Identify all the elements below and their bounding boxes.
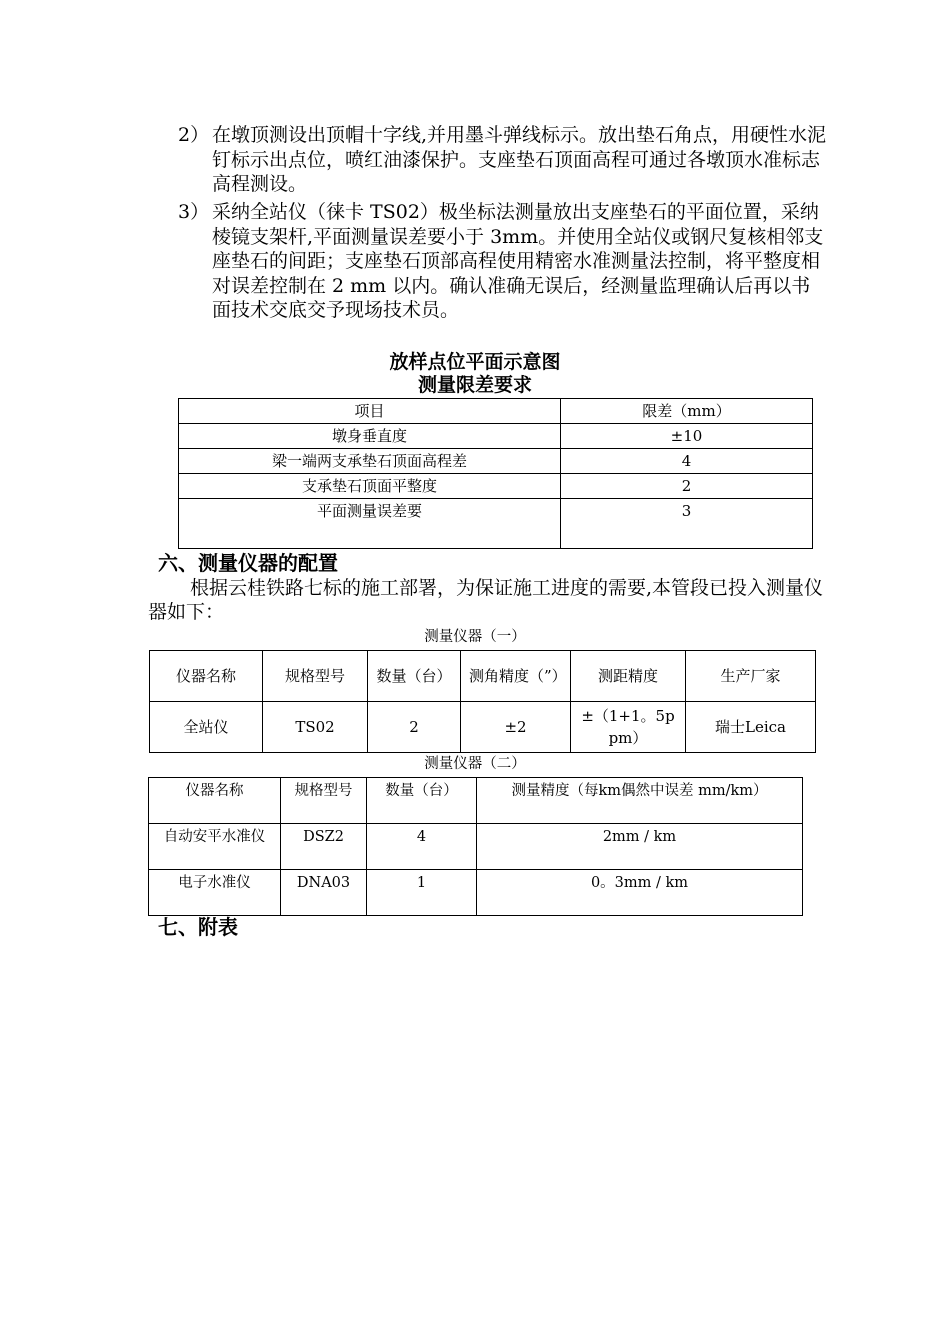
table-header-cell: 测角精度（”）	[461, 651, 571, 702]
table-cell: ±2	[461, 702, 571, 753]
table-header-cell: 仪器名称	[150, 651, 263, 702]
table-cell: ±（1+1。5ppm）	[571, 702, 686, 753]
table-cell: 支承垫石顶面平整度	[179, 474, 561, 499]
instruments-1-table	[149, 650, 816, 753]
table-cell: 电子水准仪	[149, 870, 281, 916]
table-row	[179, 449, 813, 474]
table-header-cell: 规格型号	[263, 651, 368, 702]
table-cell: 全站仪	[150, 702, 263, 753]
table-header-row	[150, 651, 816, 702]
table-header-cell: 数量（台）	[367, 778, 477, 824]
table-cell: 墩身垂直度	[179, 424, 561, 449]
table-cell: TS02	[263, 702, 368, 753]
table-cell: 4	[561, 449, 813, 474]
table-header-cell: 测量精度（每km偶然中误差 mm/km）	[477, 778, 803, 824]
table-row	[149, 824, 803, 870]
list-item-2	[178, 123, 828, 197]
table-header-cell: 项目	[179, 399, 561, 424]
table-header-row	[149, 778, 803, 824]
section-6-paragraph: 根据云桂铁路七标的施工部署，为保证施工进度的需要,本管段已投入测量仪器如下：	[148, 577, 824, 623]
table-cell: 2mm / km	[477, 824, 803, 870]
section-6-heading: 六、测量仪器的配置	[158, 551, 338, 575]
table-cell: ±10	[561, 424, 813, 449]
table-header-cell: 数量（台）	[368, 651, 461, 702]
table-cell: 平面测量误差要	[179, 499, 561, 549]
limits-table	[178, 398, 813, 549]
section-7-heading: 七、附表	[158, 915, 238, 939]
list-item-3	[178, 200, 828, 323]
table-cell: 3	[561, 499, 813, 549]
list-number: 3）	[178, 201, 210, 223]
table-cell: 4	[367, 824, 477, 870]
table-cell: DSZ2	[281, 824, 367, 870]
table-cell: 自动安平水准仪	[149, 824, 281, 870]
table-cell: 2	[368, 702, 461, 753]
table-header-cell: 限差（mm）	[561, 399, 813, 424]
table-row	[179, 499, 813, 549]
instruments-2-caption: 测量仪器（二）	[424, 756, 526, 772]
instruments-1-caption: 测量仪器（一）	[424, 629, 526, 645]
table-header-row	[179, 399, 813, 424]
list-text: 采纳全站仪（徕卡 TS02）极坐标法测量放出支座垫石的平面位置，采纳棱镜支架杆,平面测量误差要小于 3mm。并使用全站仪或钢尺复核相邻支座垫石的间距；支座垫石顶部高程使用精密水准测量法控制，将平整度相对误差控制在 2 mm 以内。确认准确无误后，经测量监理确认后再以书面技术交底交予现场技术员。	[212, 201, 824, 321]
table-header-cell: 规格型号	[281, 778, 367, 824]
list-number: 2）	[178, 124, 210, 146]
table-cell: 梁一端两支承垫石顶面高程差	[179, 449, 561, 474]
table-header-cell: 生产厂家	[686, 651, 816, 702]
instruments-2-table	[148, 777, 803, 916]
limits-title: 测量限差要求	[417, 374, 532, 396]
table-cell: DNA03	[281, 870, 367, 916]
table-cell: 1	[367, 870, 477, 916]
plan-diagram-title: 放样点位平面示意图	[389, 351, 561, 373]
table-row	[150, 702, 816, 753]
table-header-cell: 仪器名称	[149, 778, 281, 824]
table-cell: 2	[561, 474, 813, 499]
table-row	[149, 870, 803, 916]
table-row	[179, 424, 813, 449]
table-row	[179, 474, 813, 499]
table-header-cell: 测距精度	[571, 651, 686, 702]
list-text: 在墩顶测设出顶帽十字线,并用墨斗弹线标示。放出垫石角点，用硬性水泥钉标示出点位，喷红油漆保护。支座垫石顶面高程可通过各墩顶水准标志高程测设。	[212, 124, 827, 195]
table-cell: 0。3mm / km	[477, 870, 803, 916]
table-cell: 瑞士Leica	[686, 702, 816, 753]
